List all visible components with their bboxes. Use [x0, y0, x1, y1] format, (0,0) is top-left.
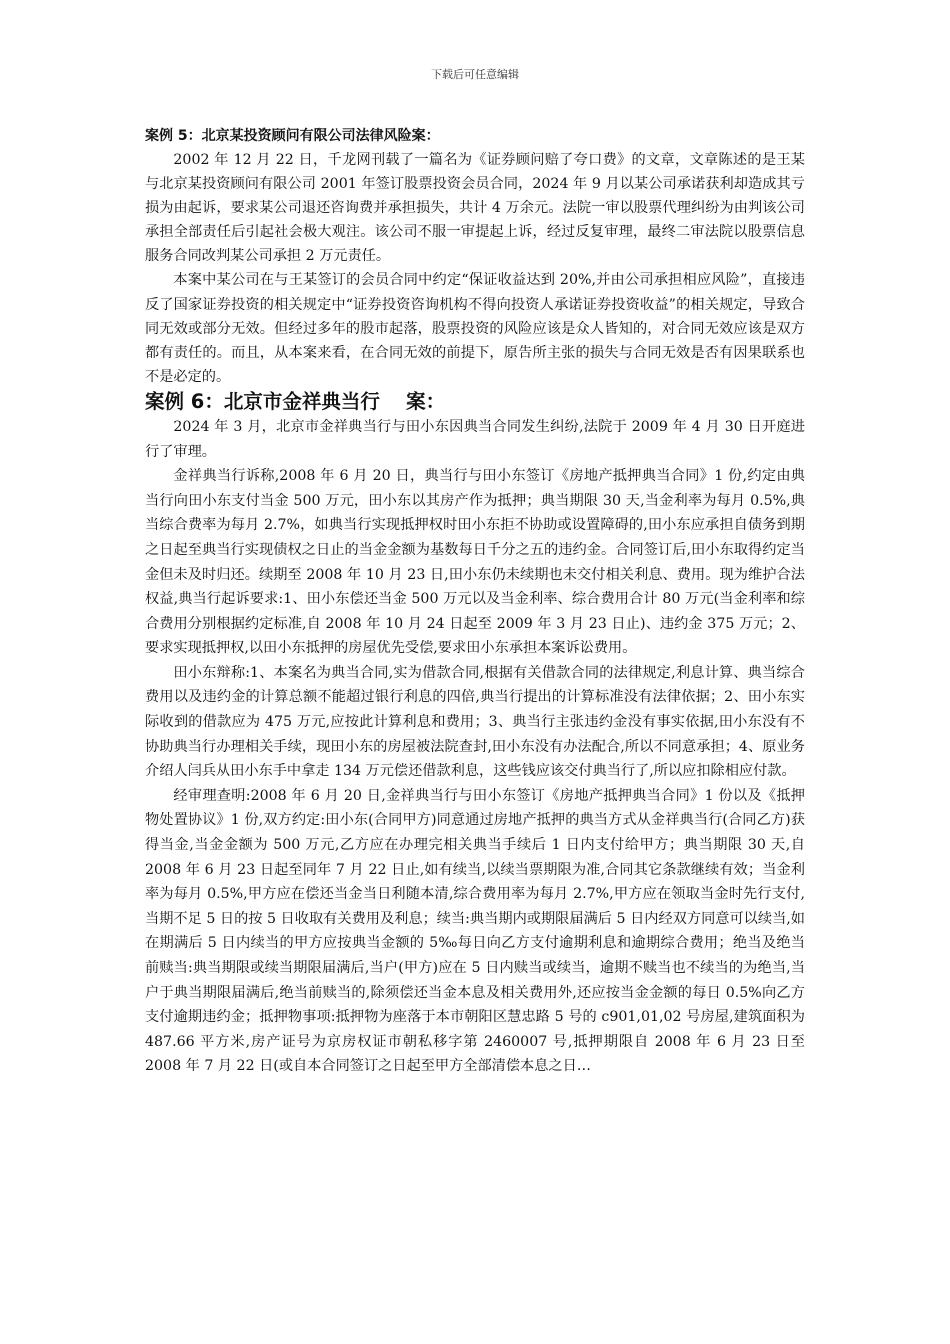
case6-paragraph-1: 2024 年 3 月，北京市金祥典当行与田小东因典当合同发生纠纷,法院于 2009 年 4 月 30 日开庭进行了审理。: [145, 418, 805, 460]
case5-title: 案例 5：北京某投资顾问有限公司法律风险案：: [145, 128, 440, 144]
page-header: 下载后可任意编辑: [431, 68, 519, 81]
case5-paragraph-2: 本案中某公司在与王某签订的会员合同中约定“保证收益达到 20%,并由公司承担相应风险”，直接违反了国家证券投资的相关规定中“证券投资咨询机构不得向投资人承诺证券投资收益”的相关规定，导致合同无效或部分无效。但经过多年的股市起落，股票投资的风险应该是众人皆知的，对合同无效应该是双方都有责任的。而且，从本案来看，在合同无效的前提下，原告所主张的损失与合同无效是否有因果联系也不是必定的。: [145, 272, 805, 385]
document-body: [145, 124, 805, 1079]
case6-paragraph-4: 经审理查明:2008 年 6 月 20 日,金祥典当行与田小东签订《房地产抵押典当合同》1 份以及《抵押物处置协议》1 份,双方约定:田小东(合同甲方)同意通过房地产抵押的典当方式从金祥典当行(合同乙方)获得当金,当金金额为 500 万元,乙方应在办理完相关典当手续后 1 日内支付给甲方；典当期限 30 天,自 2008 年 6 月 23 日起至同年 7 月 22 日止,如有续当,以续当票期限为准,合同其它条款继续有效；当金利率为每月 0.5%,甲方应在偿还当金当日利随本清,综合费用率为每月 2.7%,甲方应在领取当金时先行支付,当期不足 5 日的按 5 日收取有关费用及利息；续当:典当期内或期限届满后 5 日内经双方同意可以续当,如在期满后 5 日内续当的甲方应按典当金额的 5‰每日向乙方支付逾期利息和逾期综合费用；绝当及绝当前赎当:典当期限或续当期限届满后,当户(甲方)应在 5 日内赎当或续当，逾期不赎当也不续当的为绝当,当户于典当期限届满后,绝当前赎当的,除须偿还当金本息及相关费用外,还应按当金金额的每日 0.5%向乙方支付逾期违约金；抵押物事项:抵押物为座落于本市朝阳区慧忠路 5 号的 c901,01,02 号房屋,建筑面积为 487.66 平方米,房产证号为京房权证市朝私移字第 2460007 号,抵押期限自 2008 年 6 月 23 日至 2008 年 7 月 22 日(或自本合同签订之日起至甲方全部清偿本息之日…: [145, 787, 805, 1075]
case6-paragraph-3: 田小东辩称:1、本案名为典当合同,实为借款合同,根据有关借款合同的法律规定,利息计算、典当综合费用以及违约金的计算总额不能超过银行利息的四倍,典当行提出的计算标准没有法律依据；2、田小东实际收到的借款应为 475 万元,应按此计算利息和费用；3、典当行主张违约金没有事实依据,田小东没有不协助典当行办理相关手续，现田小东的房屋被法院查封,田小东没有办法配合,所以不同意承担；4、原业务介绍人闫兵从田小东手中拿走 134 万元偿还借款利息，这些钱应该交付典当行了,所以应扣除相应付款。: [145, 664, 805, 780]
case5-paragraph-1: 2002 年 12 月 22 日，千龙网刊载了一篇名为《证券顾问赔了夸口费》的文章，文章陈述的是王某与北京某投资顾问有限公司 2001 年签订股票投资会员合同，2024 年 9 月以某公司承诺获利却造成其亏损为由起诉，要求某公司退还咨询费并承担损失，共计 4 万余元。法院一审以股票代理纠纷为由判该公司承担全部责任后引起社会极大观注。该公司不服一审提起上诉，经过反复审理，最终二审法院以股票信息服务合同改判某公司承担 2 万元责任。: [145, 152, 805, 265]
case6-title: 案例 6：北京市金祥典当行 案：: [145, 389, 446, 413]
case6-paragraph-2: 金祥典当行诉称,2008 年 6 月 20 日，典当行与田小东签订《房地产抵押典当合同》1 份,约定由典当行向田小东支付当金 500 万元，田小东以其房产作为抵押；典当期限 30 天,当金利率为每月 0.5%,典当综合费率为每月 2.7%，如典当行实现抵押权时田小东拒不协助或设置障碍的,田小东应承担自债务到期之日起至典当行实现债权之日止的当金金额为基数每日千分之五的违约金。合同签订后,田小东取得约定当金但未及时归还。续期至 2008 年 10 月 23 日,田小东仍未续期也未交付相关利息、费用。现为维护合法权益,典当行起诉要求:1、田小东偿还当金 500 万元以及当金利率、综合费用合计 80 万元(当金利率和综合费用分别根据约定标准,自 2008 年 10 月 24 日起至 2009 年 3 月 23 日止)、违约金 375 万元；2、要求实现抵押权,以田小东抵押的房屋优先受偿,要求田小东承担本案诉讼费用。: [145, 468, 805, 657]
